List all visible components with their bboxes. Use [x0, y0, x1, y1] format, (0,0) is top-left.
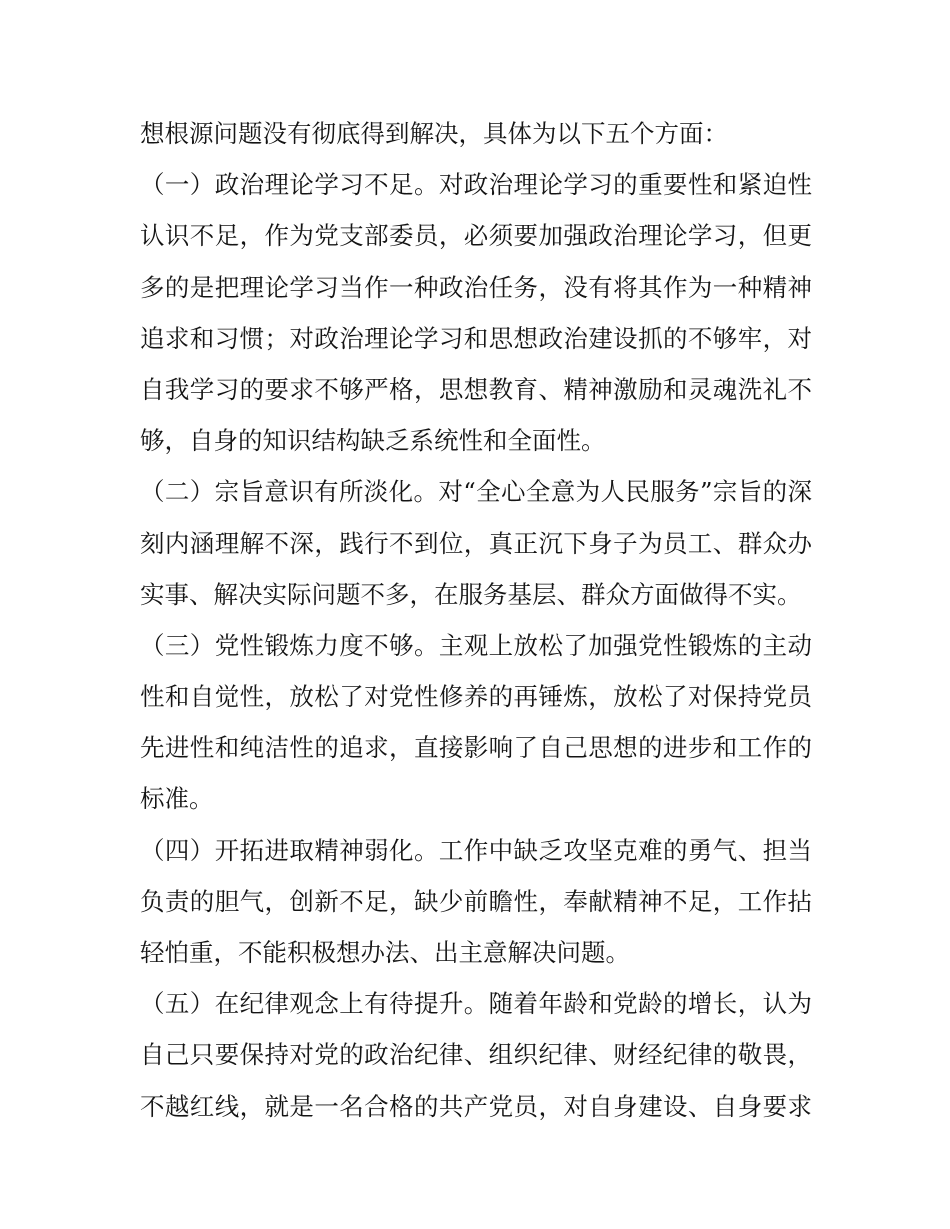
- text-line: （四）开拓进取精神弱化。工作中缺乏攻坚克难的勇气、担当: [140, 835, 812, 865]
- text-line: 性和自觉性，放松了对党性修养的再锤炼，放松了对保持党员: [140, 682, 812, 712]
- text-line: 标准。: [140, 784, 214, 814]
- text-line: 自己只要保持对党的政治纪律、组织纪律、财经纪律的敬畏，: [140, 1040, 812, 1070]
- text-line: 认识不足，作为党支部委员，必须要加强政治理论学习，但更: [140, 221, 812, 251]
- text-line: 不越红线，就是一名合格的共产党员，对自身建设、自身要求: [140, 1091, 812, 1121]
- text-line: 自我学习的要求不够严格，思想教育、精神激励和灵魂洗礼不: [140, 374, 812, 404]
- text-line: （二）宗旨意识有所淡化。对“全心全意为人民服务”宗旨的深: [140, 477, 812, 507]
- text-line: 追求和习惯；对政治理论学习和思想政治建设抓的不够牢，对: [140, 323, 812, 353]
- text-line: 够，自身的知识结构缺乏系统性和全面性。: [140, 426, 606, 456]
- text-line: （五）在纪律观念上有待提升。随着年龄和党龄的增长，认为: [140, 989, 812, 1019]
- text-line: 刻内涵理解不深，践行不到位，真正沉下身子为员工、群众办: [140, 528, 812, 558]
- text-line: 实事、解决实际问题不多，在服务基层、群众方面做得不实。: [140, 579, 802, 609]
- text-line: （一）政治理论学习不足。对政治理论学习的重要性和紧迫性: [140, 170, 812, 200]
- text-line: 先进性和纯洁性的追求，直接影响了自己思想的进步和工作的: [140, 733, 812, 763]
- text-line: 多的是把理论学习当作一种政治任务，没有将其作为一种精神: [140, 272, 812, 302]
- text-line: （三）党性锻炼力度不够。主观上放松了加强党性锻炼的主动: [140, 630, 812, 660]
- text-line: 想根源问题没有彻底得到解决，具体为以下五个方面：: [140, 119, 728, 148]
- text-line: 轻怕重，不能积极想办法、出主意解决问题。: [140, 938, 630, 967]
- text-line: 负责的胆气，创新不足，缺少前瞻性，奉献精神不足，工作拈: [140, 886, 812, 916]
- document-body: [140, 108, 812, 1132]
